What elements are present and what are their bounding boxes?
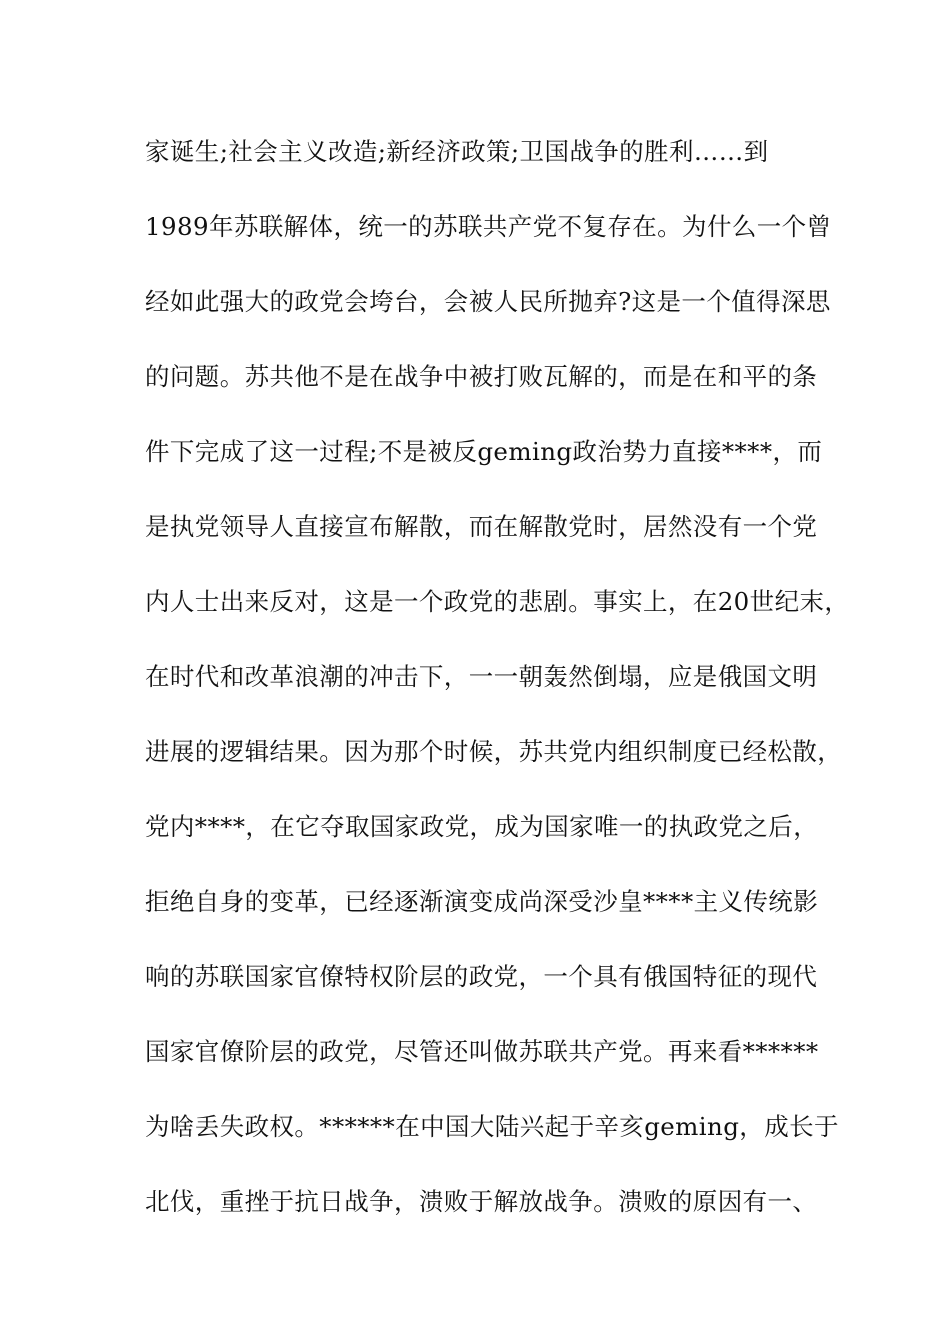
text-line: 1989年苏联解体，统一的苏联共产党不复存在。为什么一个曾 <box>145 212 832 241</box>
text-line: 件下完成了这一过程;不是被反geming政治势力直接****，而 <box>145 437 823 466</box>
text-line: 进展的逻辑结果。因为那个时候，苏共党内组织制度已经松散， <box>145 737 843 766</box>
text-line: 拒绝自身的变革，已经逐渐演变成尚深受沙皇****主义传统影 <box>145 887 819 916</box>
text-line: 党内****，在它夺取国家政党，成为国家唯一的执政党之后， <box>145 812 819 841</box>
text-line: 是执党领导人直接宣布解散，而在解散党时，居然没有一个党 <box>145 512 818 541</box>
text-line: 的问题。苏共他不是在战争中被打败瓦解的，而是在和平的条 <box>145 362 818 391</box>
text-line: 为啥丢失政权。******在中国大陆兴起于辛亥geming，成长于 <box>145 1112 839 1141</box>
text-line: 在时代和改革浪潮的冲击下，一一朝轰然倒塌，应是俄国文明 <box>145 662 818 691</box>
text-line: 家诞生;社会主义改造;新经济政策;卫国战争的胜利……到 <box>145 137 769 166</box>
text-line: 响的苏联国家官僚特权阶层的政党，一个具有俄国特征的现代 <box>145 962 818 991</box>
body-text <box>145 132 850 1257</box>
text-line: 北伐，重挫于抗日战争，溃败于解放战争。溃败的原因有一、 <box>145 1187 818 1216</box>
text-line: 国家官僚阶层的政党，尽管还叫做苏联共产党。再来看****** <box>145 1037 819 1066</box>
text-line: 经如此强大的政党会垮台，会被人民所抛弃?这是一个值得深思 <box>145 287 831 316</box>
text-line: 内人士出来反对，这是一个政党的悲剧。事实上，在20世纪末， <box>145 587 850 616</box>
